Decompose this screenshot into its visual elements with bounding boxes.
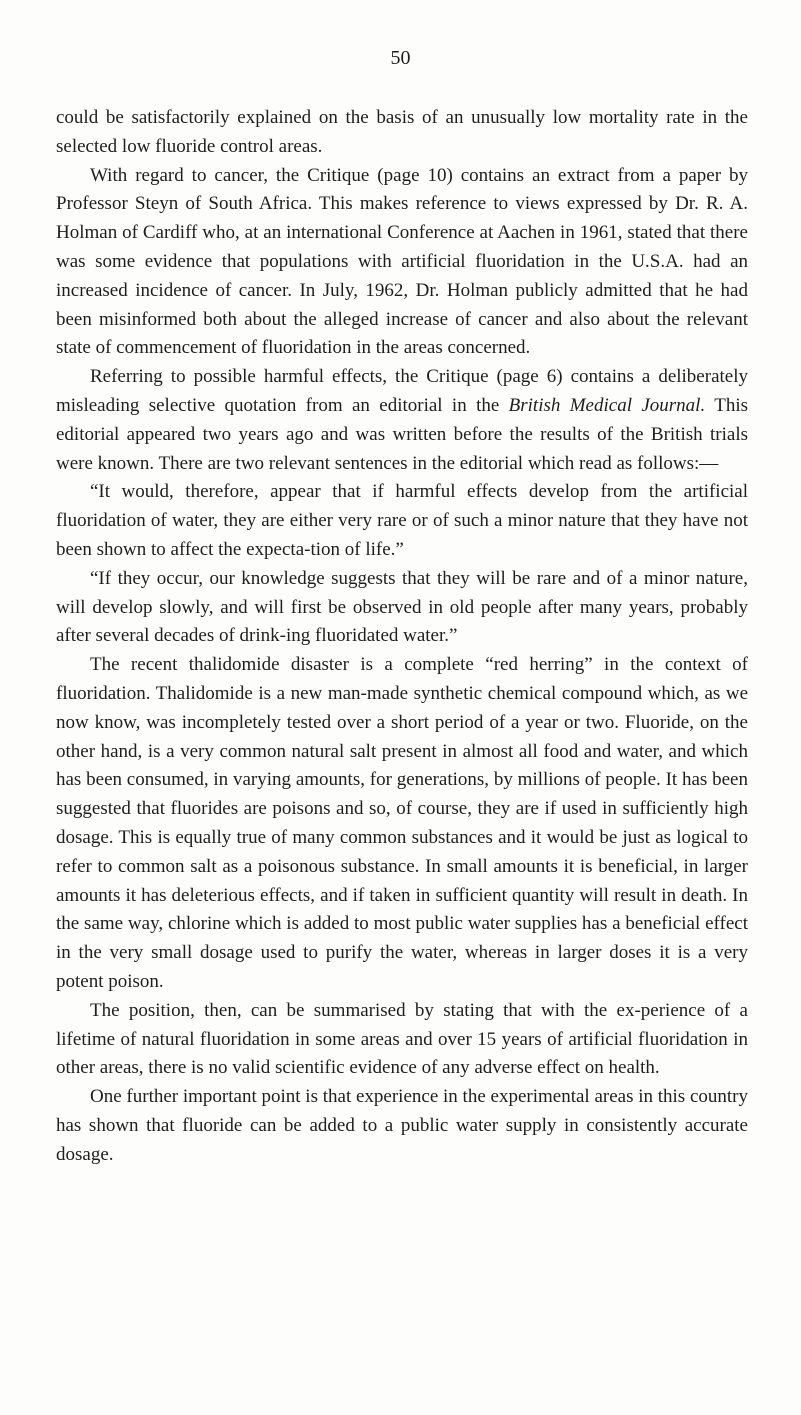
paragraph-harmful-effects <box>56 363 748 478</box>
paragraph-harmful-effects-rest: This editorial appeared two years ago and was written before the results of the British trials were known. There are two relevant sentences in the editorial which read as follows:— <box>56 394 748 474</box>
paragraph-cancer: With regard to cancer, the Critique (page 10) contains an extract from a paper by Professor Steyn of South Africa. This makes reference to views expressed by Dr. R. A. Holman of Cardiff who, at an international Conference at Aachen in 1961, stated that there was some evidence that populations with artificial fluoridation in the U.S.A. had an increased incidence of cancer. In July, 1962, Dr. Holman publicly admitted that he had been misinformed both about the alleged increase of cancer and also about the relevant state of commencement of fluoridation in the areas concerned. <box>56 164 748 359</box>
paragraph-continuation: could be satisfactorily explained on the basis of an unusually low mortality rate in the selected low fluoride control areas. <box>56 107 748 157</box>
body-text <box>56 104 748 1169</box>
page-number: 50 <box>390 47 411 69</box>
paragraph-further-point: One further important point is that experience in the experimental areas in this country has shown that fluoride can be added to a public water supply in consistently accurate dosage. <box>56 1086 748 1165</box>
paragraph-thalidomide: The recent thalidomide disaster is a complete “red herring” in the context of fluoridation. Thalidomide is a new man-made synthetic chemical compound which, as we now know, was incompletely tested over a short period of a year or two. Fluoride, on the other hand, is a very common natural salt present in almost all food and water, and which has been consumed, in varying amounts, for generations, by millions of people. It has been suggested that fluorides are poisons and so, of course, they are if used in sufficiently high dosage. This is equally true of many common substances and it would be just as logical to refer to common salt as a poisonous substance. In small amounts it is beneficial, in larger amounts it has deleterious effects, and if taken in sufficient quantity will result in death. In the same way, chlorine which is added to most public water supplies has a beneficial effect in the very small dosage used to purify the water, whereas in larger doses it is a very potent poison. <box>56 654 748 992</box>
journal-title: British Medical Journal. <box>508 394 706 416</box>
editorial-quote-2: “If they occur, our knowledge suggests that they will be rare and of a minor nature, will develop slowly, and will first be observed in old people after many years, probably after several decades of drink-ing fluoridated water.” <box>56 567 748 647</box>
paragraph-harmful-effects-lead: Referring to possible harmful effects, the Critique (page 6) contains a deliberately misleading selective quotation from an editorial in the <box>56 366 748 416</box>
editorial-quote-1: “It would, therefore, appear that if harmful effects develop from the artificial fluoridation of water, they are either very rare or of such a minor nature that they have not been shown to affect the expecta-tion of life.” <box>56 481 748 560</box>
paragraph-position: The position, then, can be summarised by stating that with the ex-perience of a lifetime of natural fluoridation in some areas and over 15 years of artificial fluoridation in other areas, there is no valid scientific evidence of any adverse effect on health. <box>56 999 748 1079</box>
